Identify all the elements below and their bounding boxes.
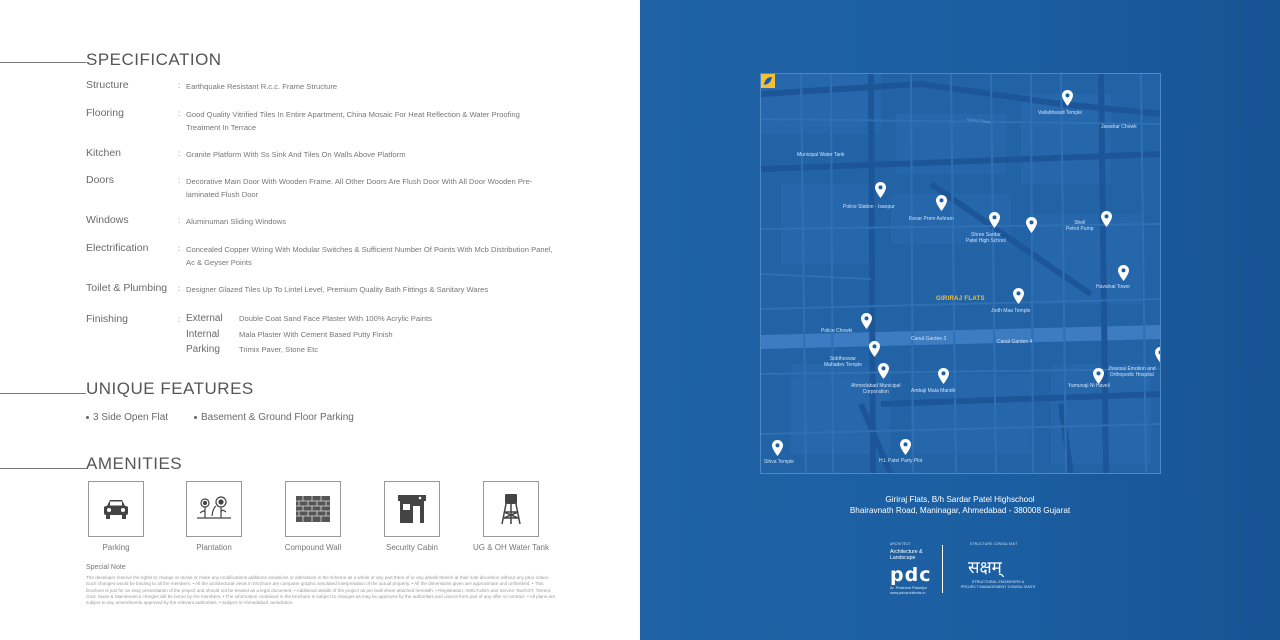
spec-row-toilet-plumbing (86, 282, 556, 296)
map-pin-icon (1093, 368, 1104, 384)
map-pin-icon (989, 212, 1000, 228)
spec-label: Toilet & Plumbing (86, 282, 168, 294)
amenity-water-tank (483, 481, 539, 537)
plant-icon (194, 494, 234, 524)
security-cabin-icon (396, 493, 428, 525)
spec-row-electrification (86, 242, 556, 269)
map-pin-icon (772, 440, 783, 456)
map-place-label: Jodh Maa Temple (991, 308, 1031, 314)
map-place-label: Ahmedabad Municipal Corporation (851, 383, 901, 395)
amenities-title: AMENITIES (86, 454, 183, 473)
amenity-label: Security Cabin (385, 543, 439, 552)
spec-colon: : (178, 315, 181, 324)
location-map (760, 73, 1161, 474)
spec-label: Windows (86, 214, 129, 226)
map-place-label: Police Station - Isanpur (843, 204, 895, 210)
finishing-item (186, 329, 556, 345)
spec-label: Structure (86, 79, 129, 91)
architect-contact: Ar. Prashant Patadiya www.pdcarchitects.in (890, 586, 927, 595)
amenity-plantation (186, 481, 242, 537)
map-place-label: Jivansai Emotion and Orthopedic Hospital (1108, 366, 1156, 378)
map-pin-icon (1155, 347, 1161, 363)
section-rule (0, 468, 86, 469)
map-pin-icon (861, 313, 872, 329)
map-place-label: Police Chowki (821, 328, 853, 334)
architect-tag: ARCHITECT (890, 542, 911, 546)
structure-logo: सक्षम् (968, 558, 1002, 578)
spec-colon: : (178, 176, 181, 185)
amenity-parking (88, 481, 144, 537)
spec-colon: : (178, 284, 181, 293)
map-pin-icon (900, 439, 911, 455)
spec-label: Doors (86, 174, 115, 186)
map-pin-icon (1101, 211, 1112, 227)
amenity-compound-wall (285, 481, 341, 537)
specification-title: SPECIFICATION (86, 50, 222, 69)
map-place-label: Ambaji Mata Mandir (911, 388, 956, 394)
special-note-title: Special Note (86, 564, 126, 571)
map-area-label: Canal Garden 3 (911, 336, 947, 342)
spec-colon: : (178, 109, 181, 118)
architect-logo: pdc (890, 564, 932, 586)
special-note-text: The developer reserve the rights to change or revise or make any modifications additions omissions or alterations in the scheme as a whole or any part there of or any details therein at their sole discretion without any prior notice. Such changes would be binding to all the members. • All the architectural views in brochure are computer graphic simulated interpretation of the actual property. • All the dimensions given are approximate and unfinished. • This brochure is just for an easy presentation of the project and should not be treated as a legal document. • Additional details of the project as per built sheet attached herewith. • Registration, AMC/AUDA and Service Tax/GST, Torrent, Govt. taxes & Maintenance charges will be borne by the members. • The information contained in the brochure is subject to changes as may be approved by the authorities and cannot form part of any offer or contract. • All plans are subject to any amendments approved by the relevant authorities. • Subject to Ahmedabad Jurisdiction. (86, 575, 556, 606)
spec-value: Decorative Main Door With Wooden Frame. All Other Doors Are Flush Door With All Door Wooden Pre-laminated Flush Door (186, 177, 533, 199)
credits-divider (942, 545, 943, 593)
spec-value: Good Quality Vitrified Tiles In Entire Apartment, China Mosaic For Heat Reflection & Water Proofing Treatment In Terrace (186, 110, 520, 132)
spec-row-flooring (86, 107, 556, 134)
section-rule (0, 393, 86, 394)
spec-label: Flooring (86, 107, 124, 119)
map-place-label: Kesar Prem Ashram (909, 216, 954, 222)
spec-value: Granite Platform With Ss Sink And Tiles On Walls Above Platform (186, 150, 406, 159)
map-area-label: Jawahar Chowk (1101, 124, 1137, 130)
spec-row-windows (86, 214, 556, 228)
spec-row-doors (86, 174, 556, 201)
brick-wall-icon (295, 495, 331, 523)
address-line-2: Bhairavnath Road, Maninagar, Ahmedabad - 380008 Gujarat (849, 506, 1071, 515)
map-pin-icon (878, 363, 889, 379)
spec-label: Electrification (86, 242, 149, 254)
amenity-security-cabin (384, 481, 440, 537)
map-pin-icon (1062, 90, 1073, 106)
feature-item (194, 412, 354, 423)
spec-colon: : (178, 244, 181, 253)
map-place-label: Yamunaji Ni Haveli (1068, 383, 1110, 389)
feature-item (86, 412, 168, 423)
spec-colon: : (178, 149, 181, 158)
address-line-1: Giriraj Flats, B/h Sardar Patel Highschool (885, 495, 1035, 504)
car-icon (101, 497, 131, 521)
spec-row-kitchen (86, 147, 556, 161)
map-pin-icon (1013, 288, 1024, 304)
spec-colon: : (178, 81, 181, 90)
map-pin-icon (1118, 265, 1129, 281)
spec-value: Concealed Copper Wiring With Modular Switches & Sufficient Number Of Points With Mcb Distribution Panel, Ac & Geyser Points (186, 245, 553, 267)
brochure-right-page (640, 0, 1280, 640)
spec-row-finishing (86, 313, 556, 360)
architect-name: Architecture & Landscape (890, 549, 923, 561)
spec-label: Finishing (86, 313, 129, 325)
structure-subtitle: STRUCTURAL ENGINEERS & PROJECT MANAGEMENT CONSULTANTS (960, 580, 1036, 589)
spec-value: Earthquake Resistant R.c.c. Frame Structure (186, 82, 338, 91)
amenity-label: Parking (102, 543, 130, 552)
finishing-value: Double Coat Sand Face Plaster With 100% Acrylic Paints (239, 314, 432, 323)
brand-name: GIRIRAJ FLATS (936, 296, 985, 302)
section-rule (0, 62, 86, 63)
unique-features-title: UNIQUE FEATURES (86, 379, 254, 398)
amenity-label: Plantation (196, 543, 232, 552)
map-place-label: Havalnai Tower (1096, 284, 1131, 290)
finishing-sub-label: Parking (186, 344, 220, 355)
map-place-label: Shiva Temple (764, 459, 794, 465)
finishing-item (186, 313, 556, 329)
map-place-label: Shree Sardar Patel High School (966, 232, 1006, 244)
finishing-value: Trimix Paver, Stone Etc (239, 345, 319, 354)
map-pin-icon (1026, 217, 1037, 233)
spec-colon: : (178, 216, 181, 225)
map-pin-icon (938, 368, 949, 384)
map-area-label: Canal Garden 4 (997, 339, 1033, 345)
finishing-value: Mala Plaster With Cement Based Putty Finish (239, 329, 393, 339)
feature-text: Basement & Ground Floor Parking (201, 412, 354, 423)
amenity-label: Compound Wall (284, 543, 342, 552)
map-place-label: Shell Petrol Pump (1066, 220, 1094, 232)
map-pin-icon (869, 341, 880, 357)
map-place-label: Vallabhwadi Temple (1038, 110, 1083, 116)
giriraj-logo-icon (761, 74, 775, 88)
bullet-icon (86, 416, 89, 419)
finishing-item (186, 344, 556, 360)
amenity-label: UG & OH Water Tank (472, 543, 550, 552)
finishing-list (186, 313, 556, 360)
map-roads (761, 74, 1161, 474)
spec-label: Kitchen (86, 147, 122, 159)
structure-tag: STRUCTURE CONSULTANT (970, 542, 1018, 546)
road-label: Gopal Chowk (966, 116, 992, 125)
map-pin-icon (875, 182, 886, 198)
map-place-label: Siddheswar Mahadev Temple (824, 356, 862, 368)
spec-row-structure (86, 79, 556, 93)
bullet-icon (194, 416, 197, 419)
finishing-sub-label: Internal (186, 328, 220, 340)
map-pin-icon (936, 195, 947, 211)
water-tank-icon (497, 492, 525, 526)
finishing-sub-label: External (186, 313, 223, 324)
feature-text: 3 Side Open Flat (93, 412, 169, 423)
spec-value: Aluminuman Sliding Windows (186, 217, 287, 226)
map-place-label: H.L Patel Party Plot (879, 458, 923, 464)
spec-value: Designer Glazed Tiles Up To Lintel Level, Premium Quality Bath Fittings & Sanitary Wares (186, 285, 489, 294)
map-area-label: Municipal Water Tank (797, 152, 845, 158)
